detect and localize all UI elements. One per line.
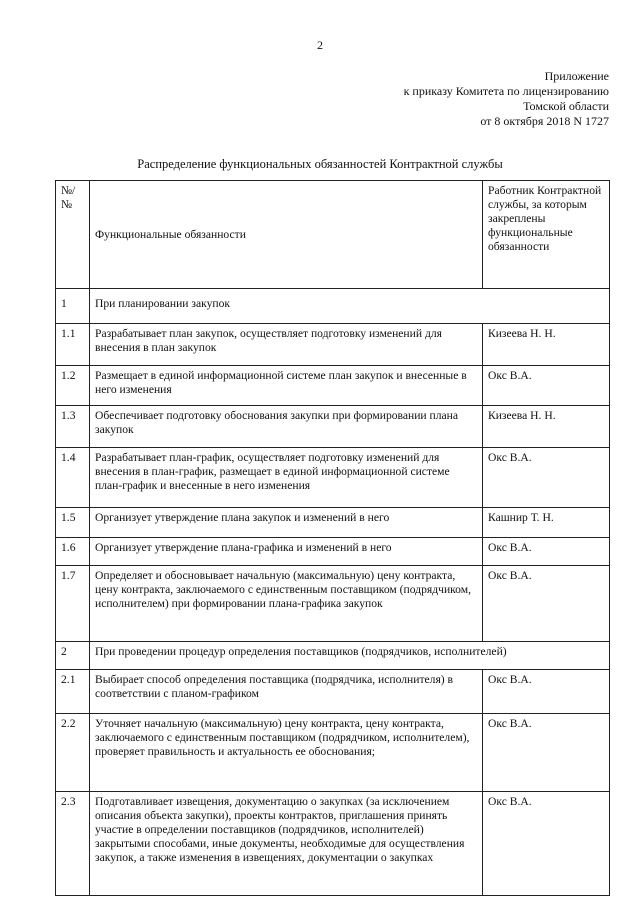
annex-line-3: Томской области xyxy=(523,99,609,113)
row-number: 1.4 xyxy=(56,448,90,508)
row-duty: Уточняет начальную (максимальную) цену контракта, цену контракта, заключаемого с единственным поставщиком (подрядчиком, исполнителем), проверяет правильность и актуальность ее обоснования; xyxy=(90,714,483,792)
row-number: 1.5 xyxy=(56,508,90,538)
row-worker: Окс В.А. xyxy=(483,448,610,508)
row-number: 2.3 xyxy=(56,792,90,896)
section-title: При планировании закупок xyxy=(90,289,610,324)
annex-line-2: к приказу Комитета по лицензированию xyxy=(403,84,609,98)
table-row xyxy=(56,538,610,566)
row-number: 1.6 xyxy=(56,538,90,566)
row-number: 2 xyxy=(56,642,90,670)
row-number: 1.2 xyxy=(56,366,90,406)
table-row xyxy=(56,714,610,792)
row-duty: Выбирает способ определения поставщика (подрядчика, исполнителя) в соответствии с планом-графиком xyxy=(90,670,483,714)
table-row xyxy=(56,508,610,538)
table-row xyxy=(56,406,610,448)
section-title: При проведении процедур определения поставщиков (подрядчиков, исполнителей) xyxy=(90,642,610,670)
row-worker: Кизеева Н. Н. xyxy=(483,324,610,366)
table-row xyxy=(56,792,610,896)
row-worker: Окс В.А. xyxy=(483,538,610,566)
row-number: 1.1 xyxy=(56,324,90,366)
row-worker: Кизеева Н. Н. xyxy=(483,406,610,448)
document-title: Распределение функциональных обязанностей Контрактной службы xyxy=(137,157,503,171)
row-number: 1.3 xyxy=(56,406,90,448)
table-row xyxy=(56,566,610,642)
row-worker: Окс В.А. xyxy=(483,366,610,406)
table-row xyxy=(56,324,610,366)
row-duty: Организует утверждение плана закупок и изменений в него xyxy=(90,508,483,538)
header-duties: Функциональные обязанности xyxy=(90,181,483,289)
row-number: 1.7 xyxy=(56,566,90,642)
table-row xyxy=(56,366,610,406)
row-number: 2.1 xyxy=(56,670,90,714)
annex-block xyxy=(404,69,609,129)
row-worker: Кашнир Т. Н. xyxy=(483,508,610,538)
row-number: 1 xyxy=(56,289,90,324)
row-worker: Окс В.А. xyxy=(483,566,610,642)
table-row xyxy=(56,289,610,324)
duties-table xyxy=(55,180,610,896)
row-worker: Окс В.А. xyxy=(483,792,610,896)
table-header-row xyxy=(56,181,610,289)
annex-line-4: от 8 октября 2018 N 1727 xyxy=(480,114,609,128)
table-row xyxy=(56,670,610,714)
row-duty: Определяет и обосновывает начальную (максимальную) цену контракта, цену контракта, заключаемого с единственным поставщиком (подрядчиком, исполнителем) при формировании плана-графика закупок xyxy=(90,566,483,642)
header-worker: Работник Контрактной службы, за которым закреплены функциональные обязанности xyxy=(483,181,610,289)
row-duty: Организует утверждение плана-графика и изменений в него xyxy=(90,538,483,566)
annex-line-1: Приложение xyxy=(544,69,609,83)
row-number: 2.2 xyxy=(56,714,90,792)
row-duty: Размещает в единой информационной системе план закупок и внесенные в него изменения xyxy=(90,366,483,406)
header-number: №/ № xyxy=(56,181,90,289)
table-row xyxy=(56,448,610,508)
page-number: 2 xyxy=(317,38,323,52)
row-duty: Разрабатывает план закупок, осуществляет подготовку изменений для внесения в план закупок xyxy=(90,324,483,366)
row-duty: Обеспечивает подготовку обоснования закупки при формировании плана закупок xyxy=(90,406,483,448)
row-worker: Окс В.А. xyxy=(483,670,610,714)
row-duty: Подготавливает извещения, документацию о закупках (за исключением описания объекта закупки), проекты контрактов, приглашения принять участие в определении поставщиков (подрядчиков, исполнителей) закрытыми способами, иные документы, необходимые для осуществления закупок, а также изменения в извещениях, документации о закупках xyxy=(90,792,483,896)
table-row xyxy=(56,642,610,670)
row-worker: Окс В.А. xyxy=(483,714,610,792)
row-duty: Разрабатывает план-график, осуществляет подготовку изменений для внесения в план-график, размещает в единой информационной системе план-график и внесенные в него изменения xyxy=(90,448,483,508)
